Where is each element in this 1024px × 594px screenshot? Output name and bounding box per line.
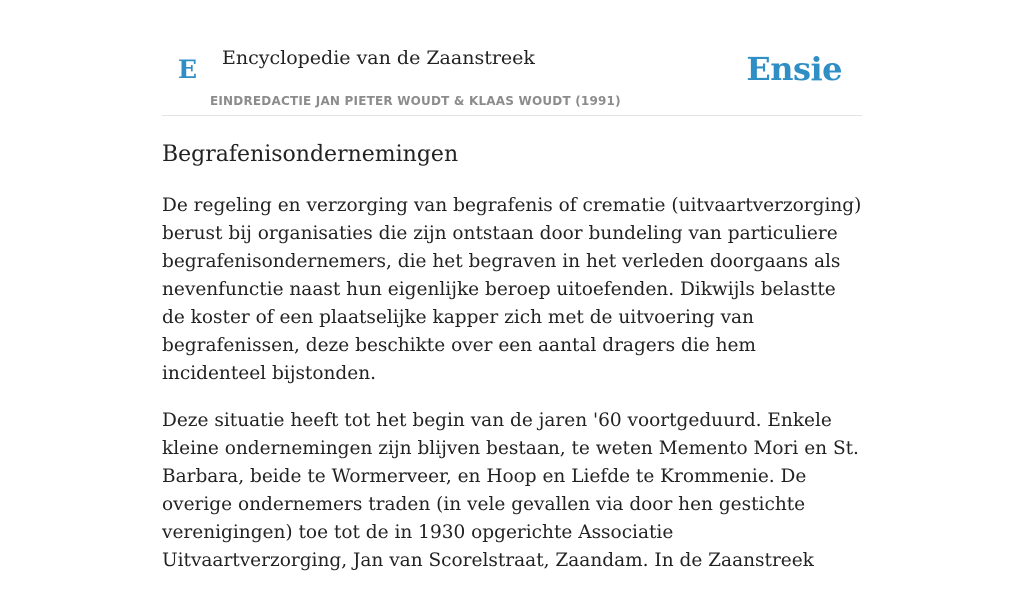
site-header (162, 0, 862, 116)
article-paragraph: De regeling en verzorging van begrafenis of crematie (uitvaartverzorging) berust bij organisaties die zijn ontstaan door bundeling van particuliere begrafenisondernemers, die het begraven in het verleden doorgaans als nevenfunctie naast hun eigenlijke beroep uitoefenden. Dikwijls belastte de koster of een plaatselijke kapper zich met de uitvoering van begrafenissen, deze beschikte over een aantal dragers die hem incidenteel bijstonden. (162, 195, 862, 384)
article-title: Begrafenisondernemingen (162, 142, 459, 167)
page (162, 0, 862, 571)
editors-line: EINDREDACTIE JAN PIETER WOUDT & KLAAS WOUDT (1991) (210, 94, 621, 108)
article-body (162, 192, 862, 594)
book-logo-icon[interactable]: E (178, 55, 198, 84)
book-title-link[interactable]: Encyclopedie van de Zaanstreek (222, 47, 535, 69)
article-paragraph: Deze situatie heeft tot het begin van de jaren '60 voortgeduurd. Enkele kleine ondernemingen zijn blijven bestaan, te weten Memento Mori en St. Barbara, beide te Wormerveer, en Hoop en Liefde te Krommenie. De overige ondernemers traden (in vele gevallen via door hen gestichte verenigingen) toe tot de in 1930 opgerichte Associatie Uitvaartverzorging, Jan van Scorelstraat, Zaandam. In de Zaanstreek (162, 410, 859, 571)
ensie-logo-link[interactable]: Ensie (746, 50, 842, 88)
